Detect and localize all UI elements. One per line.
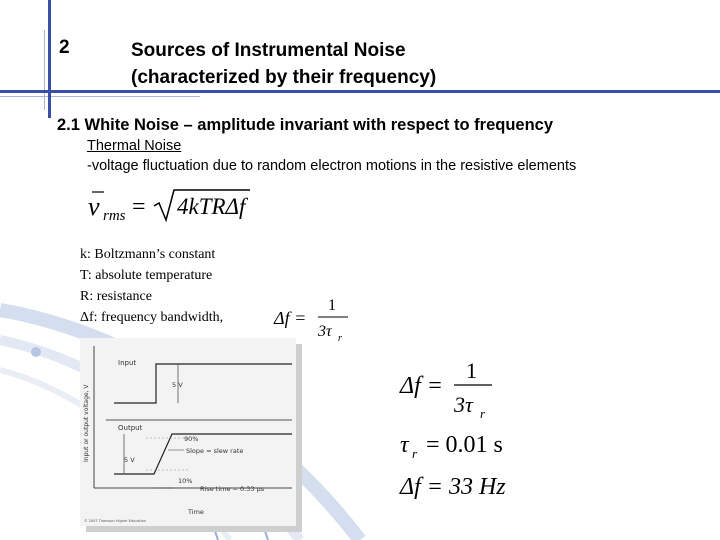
large-formula-sub: r bbox=[480, 406, 486, 421]
definition-item: Δf: frequency bandwidth, bbox=[80, 310, 224, 325]
bandwidth-formula-large bbox=[396, 352, 526, 424]
svg-text:=: = bbox=[132, 194, 146, 220]
small-formula-lhs: Δf = bbox=[274, 308, 307, 328]
equation-lhs-sub: rms bbox=[103, 208, 126, 224]
title-line-1: Sources of Instrumental Noise bbox=[131, 40, 406, 61]
small-formula-den: 3τ bbox=[318, 323, 332, 340]
tau-symbol: τ bbox=[400, 432, 409, 458]
definition-item: T: absolute temperature bbox=[80, 268, 213, 283]
large-formula-lhs: Δf = bbox=[400, 373, 443, 399]
slew-rate-figure bbox=[80, 338, 296, 526]
equation-lhs: v bbox=[88, 192, 100, 221]
time-constant-formula bbox=[396, 426, 526, 462]
equation-rhs: 4kTRΔf bbox=[177, 194, 246, 219]
definition-list bbox=[80, 244, 223, 328]
bandwidth-result-formula bbox=[396, 468, 526, 504]
graph-input-voltage: 5 V bbox=[172, 381, 183, 389]
graph-90pct: 90% bbox=[184, 435, 199, 443]
tau-sub: r bbox=[412, 446, 418, 461]
slide-title bbox=[131, 37, 436, 91]
section-heading: 2.1 White Noise – amplitude invariant with respect to frequency bbox=[57, 116, 554, 134]
graph-input-label: Input bbox=[118, 359, 137, 367]
graph-x-axis-label: Time bbox=[188, 508, 204, 516]
large-formula-num: 1 bbox=[466, 358, 477, 383]
slide-number: 2 bbox=[59, 37, 70, 58]
section-subheading: Thermal Noise bbox=[87, 138, 182, 154]
title-line-2: (characterized by their frequency) bbox=[131, 67, 437, 88]
small-formula-sub: r bbox=[338, 333, 342, 344]
decor-line bbox=[44, 30, 45, 110]
definition-item: k: Boltzmann’s constant bbox=[80, 247, 216, 262]
tau-value: = 0.01 s bbox=[426, 432, 503, 458]
decor-line bbox=[0, 96, 200, 97]
graph-output-label: Output bbox=[118, 424, 143, 432]
accent-vertical-rule bbox=[48, 0, 51, 118]
graph-output-voltage: 5 V bbox=[124, 456, 135, 464]
graph-y-axis-label: Input or output voltage, V bbox=[83, 384, 90, 462]
graph-rise-time: Rise time = 0.33 µs bbox=[200, 485, 265, 493]
graph-copyright: © 2007 Thomson Higher Education bbox=[84, 519, 147, 523]
large-formula-den: 3τ bbox=[454, 392, 473, 417]
thermal-noise-equation bbox=[84, 184, 254, 226]
definition-item: R: resistance bbox=[80, 289, 152, 304]
graph-slope-label: Slope = slew rate bbox=[186, 447, 244, 455]
section-description: -voltage fluctuation due to random electron motions in the resistive elements bbox=[87, 158, 577, 174]
small-formula-num: 1 bbox=[328, 297, 336, 314]
bandwidth-result: Δf = 33 Hz bbox=[400, 474, 506, 500]
graph-10pct: 10% bbox=[178, 477, 193, 485]
slew-rate-diagram bbox=[80, 338, 296, 526]
